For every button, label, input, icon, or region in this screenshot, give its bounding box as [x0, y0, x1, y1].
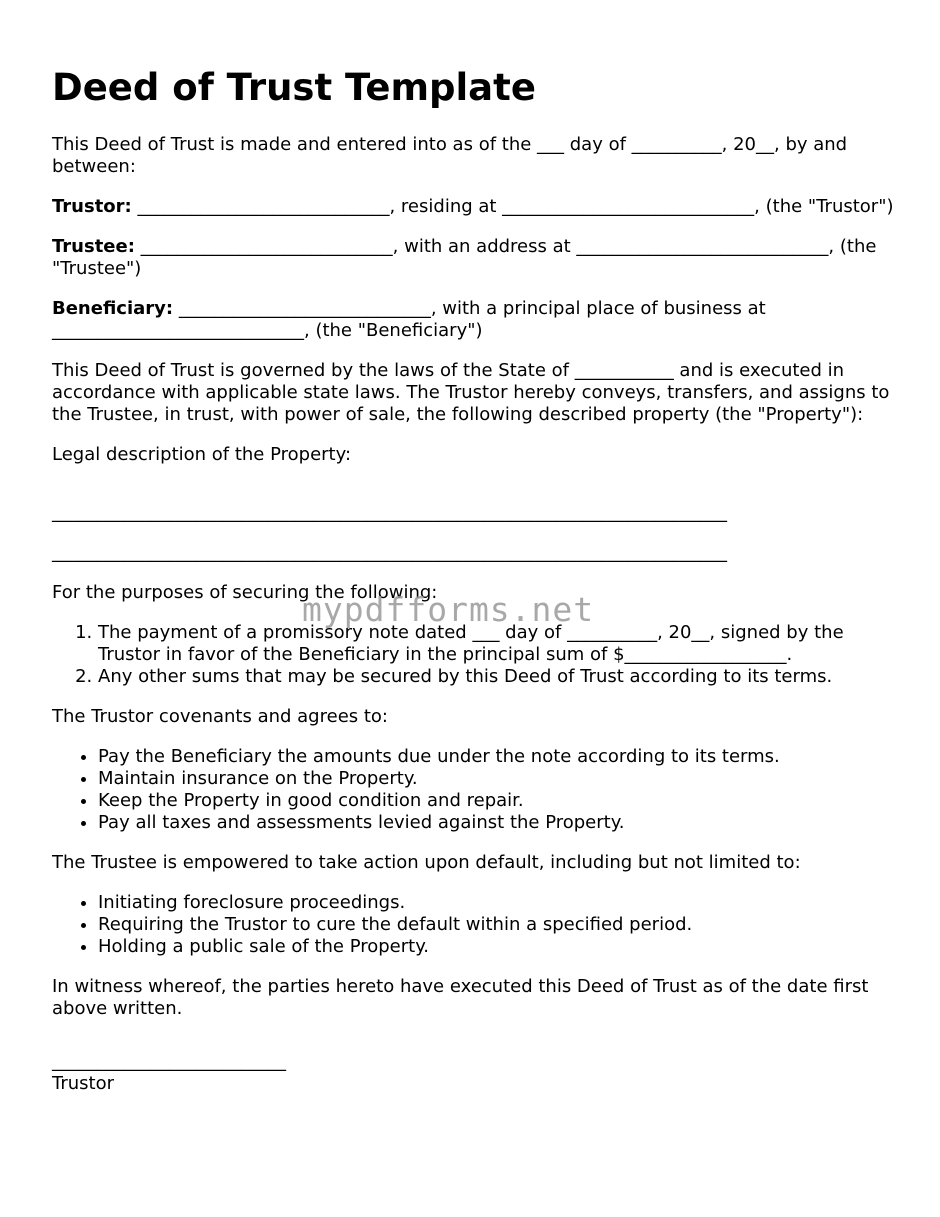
page-title: Deed of Trust Template [52, 66, 536, 109]
covenants-intro: The Trustor covenants and agrees to: [52, 706, 388, 727]
purposes-list [52, 622, 894, 688]
list-item: • Pay all taxes and assessments levied against the Property. [98, 812, 894, 834]
list-item: • Maintain insurance on the Property. [98, 768, 894, 790]
list-item: 1. The payment of a promissory note dated ___ day of __________, 20__, signed by the Trustor in favor of the Beneficiary in the principal sum of $__________________. [98, 622, 894, 666]
document-page [52, 66, 894, 1095]
list-item: • Requiring the Trustor to cure the default within a specified period. [98, 914, 894, 936]
witness-paragraph: In witness whereof, the parties hereto have executed this Deed of Trust as of the date first above written. [52, 976, 869, 1019]
trustor-text: ____________________________, residing at ____________________________, (the "Trustor") [131, 196, 894, 217]
legal-description-line: ___________________________________________________________________________ [52, 542, 727, 563]
watermark: mypdfforms.net [302, 590, 595, 629]
covenants-list [52, 746, 894, 834]
beneficiary-paragraph [52, 298, 894, 342]
trustor-label: Trustor: [52, 196, 132, 217]
list-item: 2. Any other sums that may be secured by this Deed of Trust according to its terms. [98, 666, 894, 688]
purposes-intro: For the purposes of securing the following: [52, 582, 438, 603]
governing-law-paragraph: This Deed of Trust is governed by the laws of the State of ___________ and is executed in accordance with applicable state laws. The Trustor hereby conveys, transfers, and assigns to the Trustee, in trust, with power of sale, the following described property (the "Property"): [52, 360, 890, 425]
legal-description-line: ___________________________________________________________________________ [52, 502, 727, 523]
list-item: • Initiating foreclosure proceedings. [98, 892, 894, 914]
signature-line: __________________________ [52, 1051, 286, 1072]
default-actions-list [52, 892, 894, 958]
legal-description-label: Legal description of the Property: [52, 444, 352, 465]
default-intro: The Trustee is empowered to take action upon default, including but not limited to: [52, 852, 801, 873]
trustor-paragraph [52, 196, 894, 218]
signature-label: Trustor [52, 1073, 115, 1094]
list-item: • Pay the Beneficiary the amounts due under the note according to its terms. [98, 746, 894, 768]
trustee-label: Trustee: [52, 236, 135, 257]
beneficiary-label: Beneficiary: [52, 298, 174, 319]
intro-paragraph: This Deed of Trust is made and entered into as of the ___ day of __________, 20__, by and between: [52, 134, 848, 177]
list-item: • Keep the Property in good condition and repair. [98, 790, 894, 812]
signature-block [52, 1051, 894, 1095]
beneficiary-text: ____________________________, with a principal place of business at ____________________________, (the "Beneficiary") [52, 298, 766, 341]
trustee-paragraph [52, 236, 894, 280]
trustee-text: ____________________________, with an address at ____________________________, (the "Trustee") [52, 236, 877, 279]
list-item: • Holding a public sale of the Property. [98, 936, 894, 958]
